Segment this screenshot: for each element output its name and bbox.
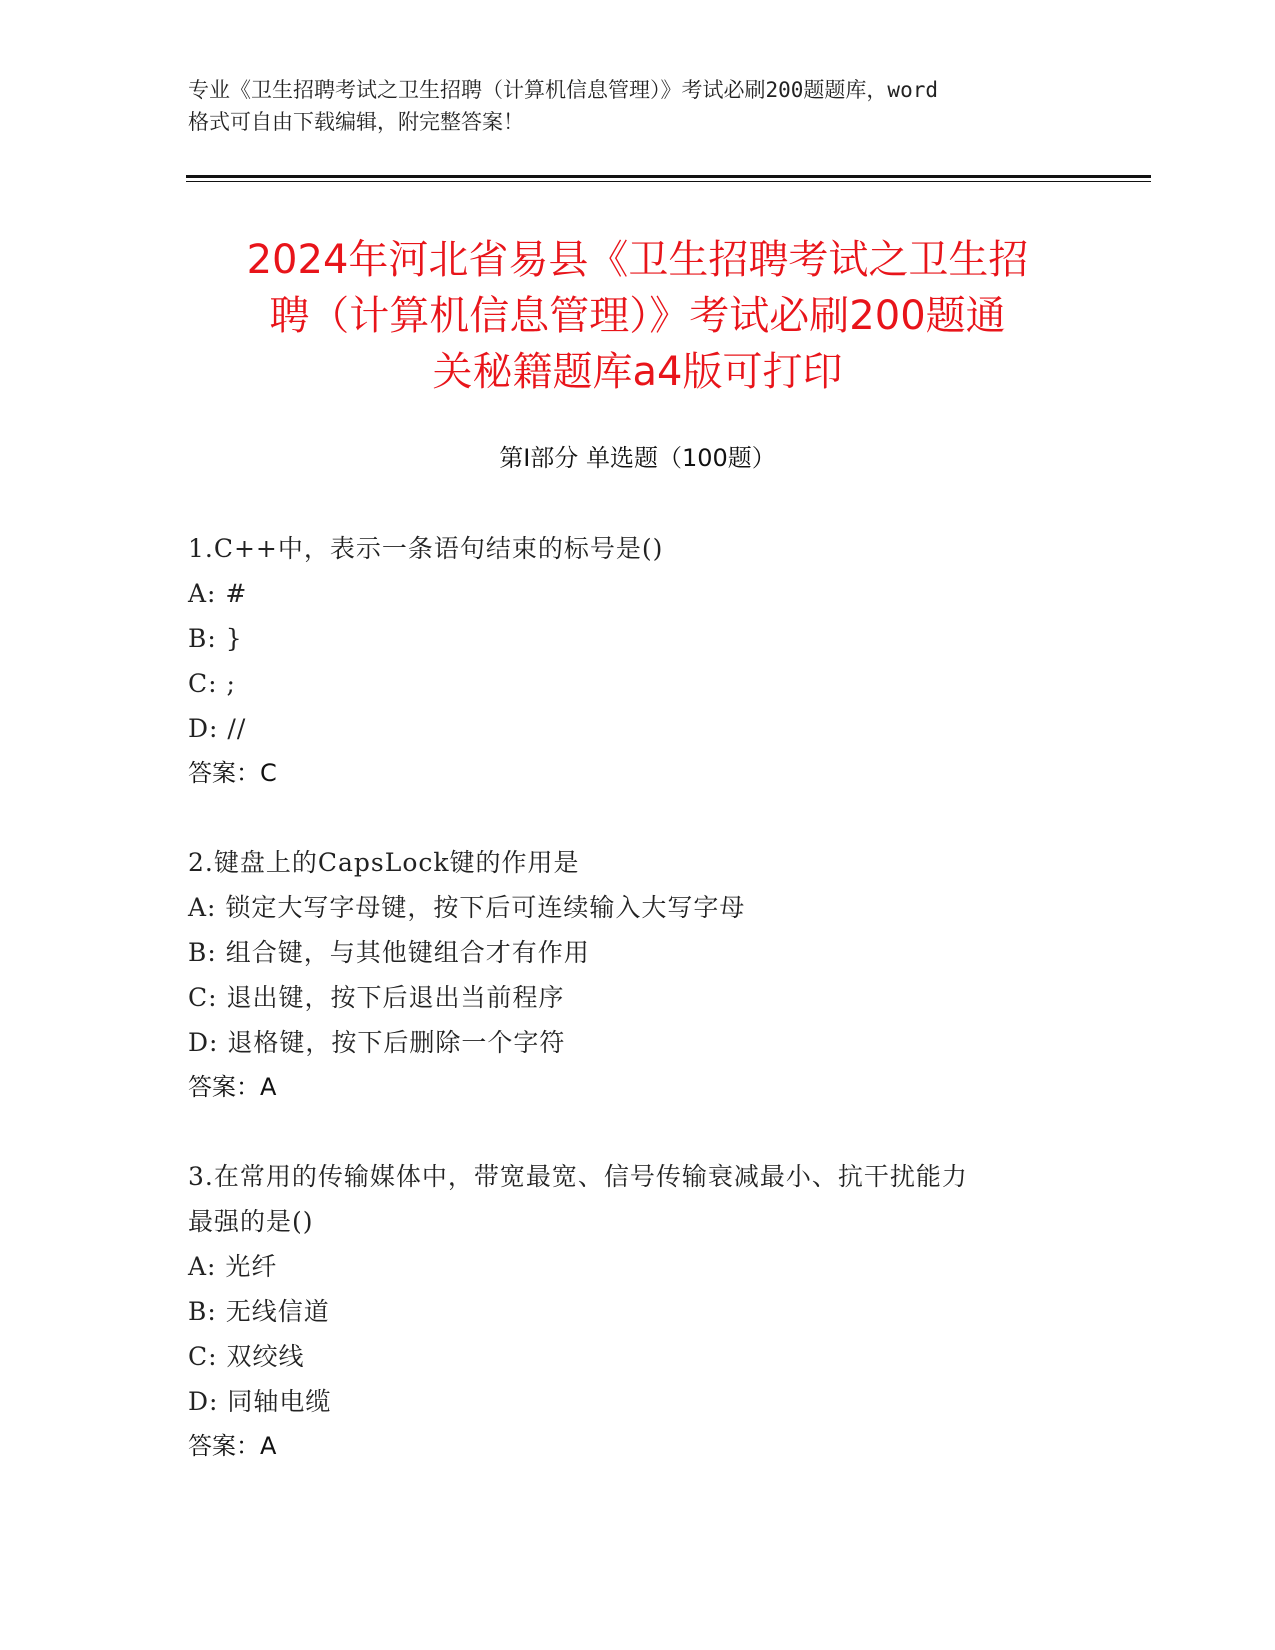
title-line-2: 聘（计算机信息管理）》考试必刷200题通	[269, 293, 1006, 339]
option-a: A: #	[188, 579, 248, 608]
option-b: B: 无线信道	[188, 1297, 330, 1326]
answer: 答案：A	[188, 1073, 277, 1101]
question-stem-continued: 最强的是()	[188, 1207, 314, 1236]
question-stem: 2.键盘上的CapsLock键的作用是	[188, 848, 580, 877]
option-c: C: ;	[188, 669, 236, 698]
option-b: B: 组合键，与其他键组合才有作用	[188, 938, 590, 967]
header-note	[188, 74, 1088, 138]
option-c: C: 双绞线	[188, 1342, 305, 1371]
question-3	[188, 1154, 1088, 1469]
section-title: 第Ⅰ部分 单选题（100题）	[499, 444, 776, 472]
option-a: A: 光纤	[188, 1252, 278, 1281]
header-note-line-1: 专业《卫生招聘考试之卫生招聘（计算机信息管理）》考试必刷200题题库，word	[188, 78, 938, 102]
option-b: B: }	[188, 624, 243, 653]
question-2	[188, 840, 1088, 1110]
question-list	[188, 526, 1088, 1513]
header-divider-thick	[186, 175, 1151, 178]
answer: 答案：A	[188, 1432, 277, 1460]
option-d: D: 退格键，按下后删除一个字符	[188, 1028, 566, 1057]
answer: 答案：C	[188, 759, 277, 787]
document-title	[150, 232, 1125, 400]
question-stem: 1.C++中，表示一条语句结束的标号是()	[188, 534, 664, 563]
option-a: A: 锁定大写字母键，按下后可连续输入大写字母	[188, 893, 746, 922]
title-line-3: 关秘籍题库a4版可打印	[432, 349, 843, 395]
question-stem: 3.在常用的传输媒体中，带宽最宽、信号传输衰减最小、抗干扰能力	[188, 1162, 968, 1191]
header-divider-thin	[186, 181, 1151, 182]
option-d: D: //	[188, 714, 247, 743]
header-note-line-2: 格式可自由下载编辑，附完整答案！	[188, 110, 524, 134]
title-line-1: 2024年河北省易县《卫生招聘考试之卫生招	[246, 237, 1029, 283]
option-c: C: 退出键，按下后退出当前程序	[188, 983, 565, 1012]
question-1	[188, 526, 1088, 796]
option-d: D: 同轴电缆	[188, 1387, 332, 1416]
